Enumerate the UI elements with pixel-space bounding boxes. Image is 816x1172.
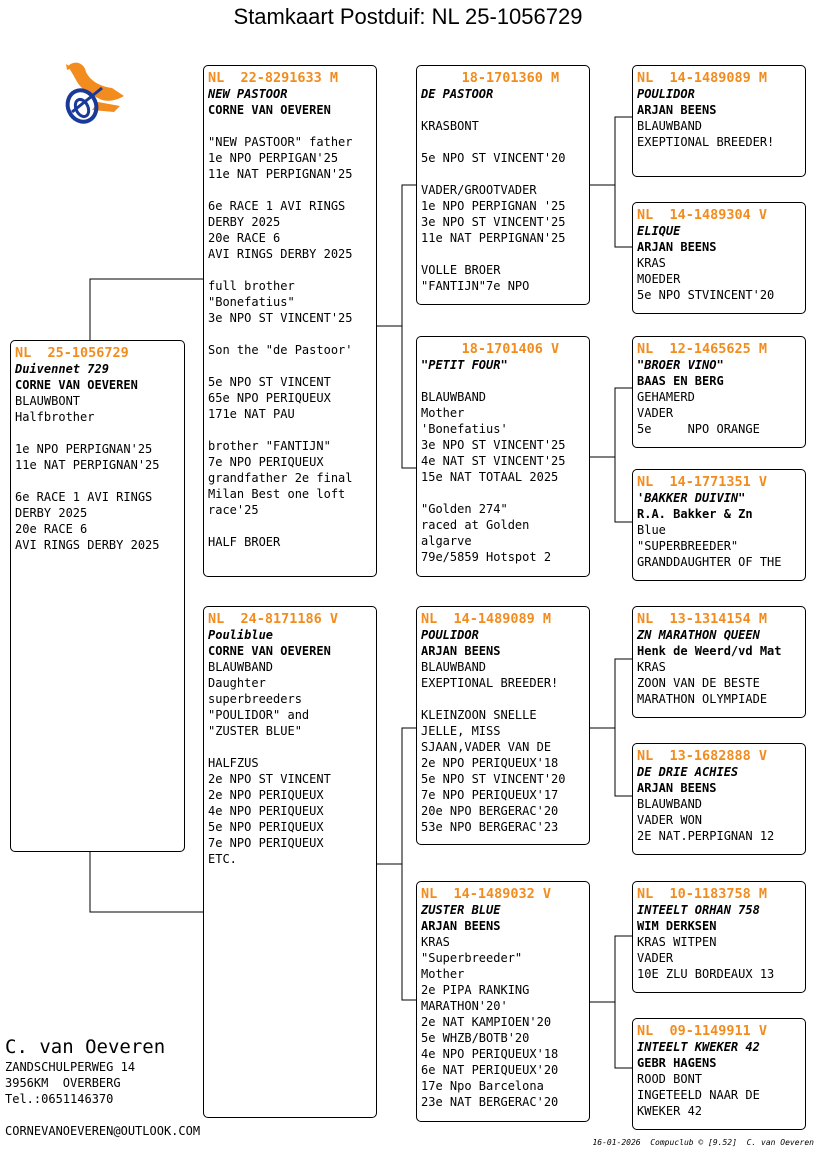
pigeon-card-fff[interactable] — [632, 65, 806, 177]
note-line: 5e NPO ORANGE — [637, 422, 760, 436]
pigeon-card-father[interactable] — [203, 65, 377, 577]
note-line: 'Bonefatius' — [421, 422, 508, 436]
note-line — [421, 373, 585, 389]
pigeon-name: POULIDOR — [421, 628, 479, 642]
pigeon-owner: ARJAN BEENS — [637, 781, 717, 795]
ring-number: NL 09-1149911 V — [637, 1023, 768, 1039]
note-line: 5e NPO ST VINCENT'20 — [421, 151, 566, 165]
pigeon-notes — [637, 255, 801, 303]
note-line: AVI RINGS DERBY 2025 — [15, 538, 160, 552]
note-line: 5e NPO ST VINCENT — [208, 375, 331, 389]
pigeon-name: INTEELT KWEKER 42 — [637, 1040, 760, 1054]
note-line: 7e NPO PERIQUEUX — [208, 455, 324, 469]
note-line: 5e NPO STVINCENT'20 — [637, 288, 775, 302]
pigeon-card-mother-father[interactable] — [416, 606, 590, 845]
note-line — [208, 182, 372, 198]
note-line: 6e RACE 1 AVI RINGS — [15, 490, 153, 504]
pigeon-owner: ARJAN BEENS — [637, 240, 717, 254]
ring-number: NL 22-8291633 M — [208, 70, 339, 86]
note-line: 11e NAT PERPIGNAN'25 — [208, 167, 353, 181]
note-line: KLEINZOON SNELLE — [421, 708, 537, 722]
pigeon-name: ZN MARATHON QUEEN — [637, 628, 760, 642]
note-line: AVI RINGS DERBY 2025 — [208, 247, 353, 261]
note-line: ETC. — [208, 852, 237, 866]
pigeon-owner: CORNE VAN OEVEREN — [208, 103, 331, 117]
note-line: 7e NPO PERIQUEUX'17 — [421, 788, 559, 802]
note-line: BLAUWBONT — [15, 394, 81, 408]
pigeon-owner: Henk de Weerd/vd Mat — [637, 644, 782, 658]
note-line: 5e WHZB/BOTB'20 — [421, 1031, 530, 1045]
note-line: VOLLE BROER — [421, 263, 501, 277]
ring-number: NL 14-1489089 M — [637, 70, 768, 86]
note-line: HALF BROER — [208, 535, 281, 549]
pigeon-owner: WIM DERKSEN — [637, 919, 717, 933]
note-line: grandfather 2e final — [208, 471, 353, 485]
note-line: "Golden 274" — [421, 502, 508, 516]
note-line — [208, 422, 372, 438]
pigeon-notes — [637, 934, 801, 982]
note-line: BLAUWBAND — [421, 390, 487, 404]
pigeon-card-mmf[interactable] — [632, 881, 806, 993]
pigeon-owner: ARJAN BEENS — [421, 919, 501, 933]
note-line: 2e PIPA RANKING — [421, 983, 530, 997]
pigeon-owner: GEBR HAGENS — [637, 1056, 717, 1070]
note-line: 2e NPO PERIQUEUX'18 — [421, 756, 559, 770]
pigeon-notes — [421, 659, 585, 835]
note-line: EXEPTIONAL BREEDER! — [421, 676, 559, 690]
note-line — [208, 118, 372, 134]
note-line: 65e NPO PERIQUEUX — [208, 391, 331, 405]
note-line: Halfbrother — [15, 410, 95, 424]
pigeon-notes — [15, 393, 180, 553]
note-line: "POULIDOR" and — [208, 708, 310, 722]
note-line: 4e NAT ST VINCENT'25 — [421, 454, 566, 468]
note-line: 2e NPO ST VINCENT — [208, 772, 331, 786]
note-line: BLAUWBAND — [421, 660, 487, 674]
pigeon-notes — [637, 796, 801, 844]
note-line: 1e NPO PERPIGAN'25 — [208, 151, 339, 165]
note-line: HALFZUS — [208, 756, 259, 770]
note-line: Daughter — [208, 676, 266, 690]
note-line: 10E ZLU BORDEAUX 13 — [637, 967, 775, 981]
note-line: KRAS — [637, 660, 666, 674]
note-line: MARATHON'20' — [421, 999, 508, 1013]
note-line: race'25 — [208, 503, 259, 517]
ring-number: NL 13-1314154 M — [637, 611, 768, 627]
pigeon-card-main[interactable] — [10, 340, 185, 852]
pigeon-name: ELIQUE — [637, 224, 681, 238]
footer-credit: 16-01-2026 Compuclub © [9.52] C. van Oeveren — [592, 1138, 814, 1147]
breeder-city: 3956KM OVERBERG — [5, 1076, 121, 1090]
note-line: KRAS WITPEN — [637, 935, 717, 949]
note-line — [421, 134, 585, 150]
pigeon-notes — [637, 1071, 801, 1119]
pigeon-name: DE DRIE ACHIES — [637, 765, 739, 779]
note-line: 3e NPO ST VINCENT'25 — [421, 215, 566, 229]
ring-number: NL 14-1489304 V — [637, 207, 768, 223]
note-line: 3e NPO ST VINCENT'25 — [421, 438, 566, 452]
note-line: 17e Npo Barcelona — [421, 1079, 544, 1093]
breeder-name: C. van Oeveren — [5, 1036, 166, 1058]
note-line — [421, 485, 585, 501]
note-line: INGETEELD NAAR DE — [637, 1088, 760, 1102]
note-line — [208, 358, 372, 374]
note-line: 5e NPO PERIQUEUX — [208, 820, 324, 834]
note-line: BLAUWBAND — [637, 797, 703, 811]
pigeon-name: INTEELT ORHAN 758 — [637, 903, 760, 917]
note-line: Mother — [421, 406, 465, 420]
note-line: 20e RACE 6 — [15, 522, 88, 536]
note-line: MOEDER — [637, 272, 681, 286]
note-line: Milan Best one loft — [208, 487, 346, 501]
note-line: 1e NPO PERPIGNAN '25 — [421, 199, 566, 213]
note-line: 20e NPO BERGERAC'20 — [421, 804, 559, 818]
note-line: SJAAN,VADER VAN DE — [421, 740, 552, 754]
note-line: BLAUWBAND — [637, 119, 703, 133]
note-line — [421, 691, 585, 707]
note-line: full brother — [208, 279, 295, 293]
note-line: 79e/5859 Hotspot 2 — [421, 550, 552, 564]
note-line: VADER/GROOTVADER — [421, 183, 537, 197]
note-line: KRASBONT — [421, 119, 479, 133]
note-line: 2e NAT KAMPIOEN'20 — [421, 1015, 552, 1029]
note-line — [421, 102, 585, 118]
note-line: BLAUWBAND — [208, 660, 274, 674]
note-line: 11e NAT PERPIGNAN'25 — [15, 458, 160, 472]
note-line: GRANDDAUGHTER OF THE — [637, 555, 782, 569]
ring-number: 18-1701360 M — [421, 70, 560, 86]
pigeon-name: ZUSTER BLUE — [421, 903, 501, 917]
note-line: DERBY 2025 — [208, 215, 281, 229]
note-line: "Bonefatius" — [208, 295, 295, 309]
note-line: 7e NPO PERIQUEUX — [208, 836, 324, 850]
note-line: 20e RACE 6 — [208, 231, 281, 245]
ring-number: NL 13-1682888 V — [637, 748, 768, 764]
pigeon-card-father-mother[interactable] — [416, 336, 590, 577]
breeder-street: ZANDSCHULPERWEG 14 — [5, 1060, 136, 1074]
note-line: VADER — [637, 406, 674, 420]
note-line: raced at Golden — [421, 518, 530, 532]
pigeon-name: Duivennet 729 — [15, 362, 109, 376]
pigeon-name: NEW PASTOOR — [208, 87, 288, 101]
pigeon-card-mff[interactable] — [632, 606, 806, 718]
note-line: GEHAMERD — [637, 390, 695, 404]
ring-number: NL 14-1489089 M — [421, 611, 552, 627]
note-line — [208, 739, 372, 755]
note-line: 4e NPO PERIQUEUX — [208, 804, 324, 818]
note-line: 6e NAT PERIQUEUX'20 — [421, 1063, 559, 1077]
note-line: 11e NAT PERPIGNAN'25 — [421, 231, 566, 245]
pigeon-card-fmm[interactable] — [632, 469, 806, 581]
note-line: "Superbreeder" — [421, 951, 523, 965]
pigeon-owner: ARJAN BEENS — [421, 644, 501, 658]
pigeon-card-ffm[interactable] — [632, 202, 806, 314]
note-line: KRAS — [421, 935, 450, 949]
note-line: 2E NAT.PERPIGNAN 12 — [637, 829, 775, 843]
note-line: 3e NPO ST VINCENT'25 — [208, 311, 353, 325]
note-line — [208, 326, 372, 342]
note-line: VADER — [637, 951, 674, 965]
note-line: MARATHON OLYMPIADE — [637, 692, 768, 706]
note-line — [15, 473, 180, 489]
pigeon-card-mfm[interactable] — [632, 743, 806, 855]
ring-number: NL 14-1489032 V — [421, 886, 552, 902]
note-line: "NEW PASTOOR" father — [208, 135, 353, 149]
note-line: 23e NAT BERGERAC'20 — [421, 1095, 559, 1109]
pigeon-name: POULIDOR — [637, 87, 695, 101]
note-line: 15e NAT TOTAAL 2025 — [421, 470, 559, 484]
note-line: superbreeders — [208, 692, 302, 706]
note-line — [421, 246, 585, 262]
pigeon-notes — [208, 659, 372, 867]
note-line: 4e NPO PERIQUEUX'18 — [421, 1047, 559, 1061]
note-line: Son the "de Pastoor' — [208, 343, 353, 357]
pigeon-card-fmf[interactable] — [632, 336, 806, 448]
note-line — [15, 425, 180, 441]
pigeon-notes — [637, 389, 801, 437]
note-line — [208, 262, 372, 278]
note-line: 1e NPO PERPIGNAN'25 — [15, 442, 153, 456]
ring-number: NL 10-1183758 M — [637, 886, 768, 902]
note-line: algarve — [421, 534, 472, 548]
note-line: ROOD BONT — [637, 1072, 703, 1086]
pigeon-notes — [421, 373, 585, 565]
breeder-phone: Tel.:0651146370 — [5, 1092, 114, 1106]
note-line: Blue — [637, 523, 666, 537]
breeder-address — [5, 1059, 135, 1107]
pigeon-notes — [421, 934, 585, 1110]
pigeon-owner: BAAS EN BERG — [637, 374, 724, 388]
note-line: ZOON VAN DE BESTE — [637, 676, 760, 690]
note-line: "SUPERBREEDER" — [637, 539, 739, 553]
pigeon-card-mother[interactable] — [203, 606, 377, 1118]
pigeon-card-mmm[interactable] — [632, 1018, 806, 1130]
pigeon-owner: R.A. Bakker & Zn — [637, 507, 753, 521]
pigeon-name: "PETIT FOUR" — [421, 358, 508, 372]
note-line: "FANTIJN"7e NPO — [421, 279, 530, 293]
note-line: KRAS — [637, 256, 666, 270]
breeder-email[interactable]: CORNEVANOEVEREN@OUTLOOK.COM — [5, 1124, 201, 1138]
pigeon-name: Pouliblue — [208, 628, 274, 642]
note-line: Mother — [421, 967, 465, 981]
ring-number: 18-1701406 V — [421, 341, 560, 357]
note-line: brother "FANTIJN" — [208, 439, 331, 453]
note-line: EXEPTIONAL BREEDER! — [637, 135, 775, 149]
ring-number: NL 12-1465625 M — [637, 341, 768, 357]
ring-number: NL 25-1056729 — [15, 345, 129, 361]
pigeon-name: "BROER VINO" — [637, 358, 724, 372]
note-line: 6e RACE 1 AVI RINGS — [208, 199, 346, 213]
ring-number: NL 14-1771351 V — [637, 474, 768, 490]
note-line: VADER WON — [637, 813, 703, 827]
note-line: KWEKER 42 — [637, 1104, 703, 1118]
note-line: JELLE, MISS — [421, 724, 501, 738]
pigeon-name: DE PASTOOR — [421, 87, 494, 101]
page-title: Stamkaart Postduif: NL 25-1056729 — [233, 4, 583, 29]
note-line — [421, 166, 585, 182]
note-line: 171e NAT PAU — [208, 407, 295, 421]
ring-number: NL 24-8171186 V — [208, 611, 339, 627]
pigeon-owner: ARJAN BEENS — [637, 103, 717, 117]
note-line: 53e NPO BERGERAC'23 — [421, 820, 559, 834]
pigeon-notes — [421, 102, 585, 294]
pigeon-notes — [208, 118, 372, 550]
pigeon-notes — [637, 118, 801, 150]
note-line: 5e NPO ST VINCENT'20 — [421, 772, 566, 786]
pigeon-card-mother-mother[interactable] — [416, 881, 590, 1122]
note-line — [208, 518, 372, 534]
note-line: "ZUSTER BLUE" — [208, 724, 302, 738]
pigeon-card-father-father[interactable] — [416, 65, 590, 305]
pigeon-notes — [637, 522, 801, 570]
pigeon-name: 'BAKKER DUIVIN" — [637, 491, 746, 505]
pigeon-notes — [637, 659, 801, 707]
pigeon-owner: CORNE VAN OEVEREN — [208, 644, 331, 658]
note-line: DERBY 2025 — [15, 506, 88, 520]
pigeon-owner: CORNE VAN OEVEREN — [15, 378, 138, 392]
note-line: 2e NPO PERIQUEUX — [208, 788, 324, 802]
